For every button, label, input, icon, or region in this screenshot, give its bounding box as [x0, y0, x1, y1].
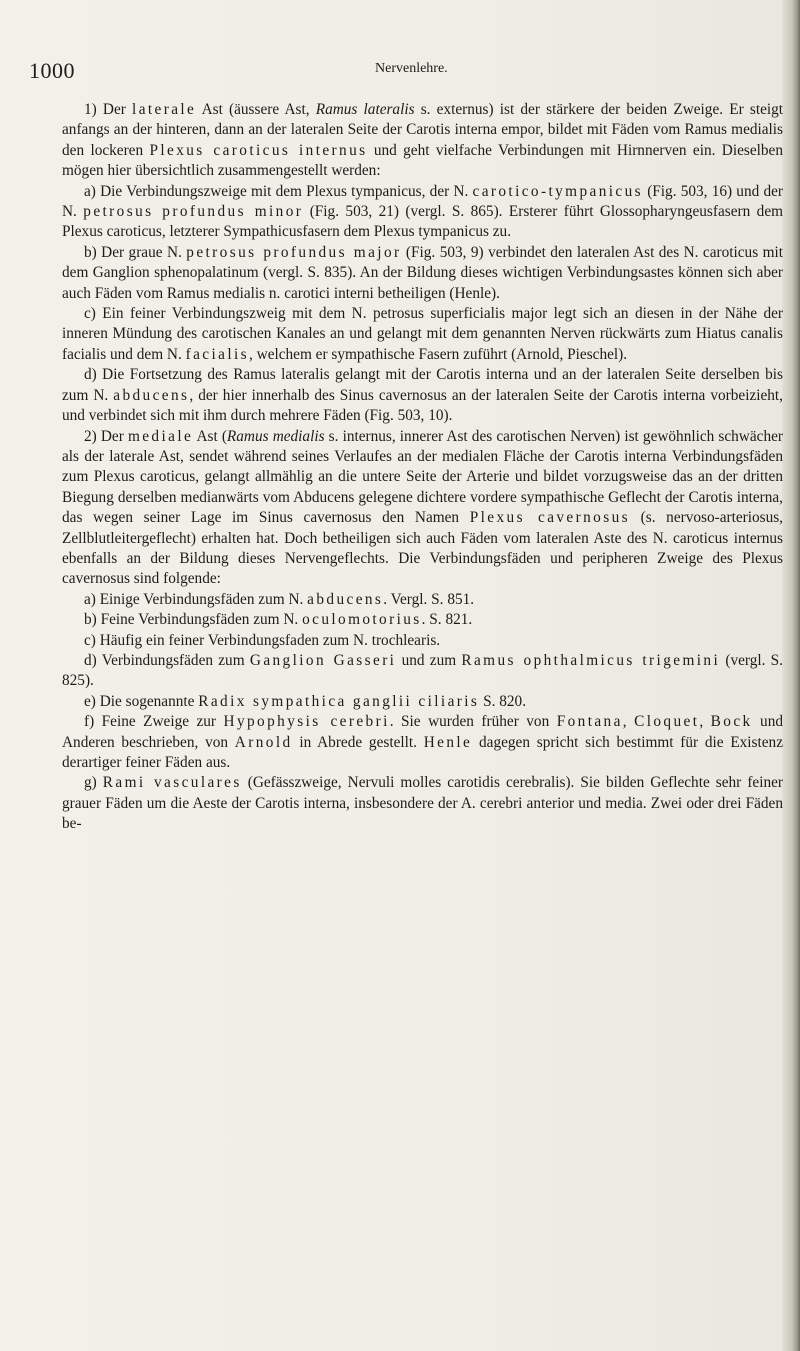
spaced-term: petrosus profundus major — [186, 243, 402, 261]
text-run: (Fig. 503, 21) (vergl. S. 865). Ersterer führt Glossopharyngeusfasern dem Plexus caroticus, letzterer Sympathicusfasern dem Plexus tympanicus zu. — [62, 203, 784, 241]
paragraph — [62, 427, 783, 590]
spaced-term: laterale — [132, 101, 197, 118]
text-run: b) Feine Verbindungsfäden zum N. — [84, 611, 303, 629]
text-run: b) Der graue N. — [84, 243, 187, 261]
spaced-term: Arnold — [234, 733, 293, 751]
text-run: f) Feine Zweige zur — [84, 713, 224, 731]
paragraph — [62, 692, 783, 712]
paragraph — [62, 712, 783, 773]
paragraph — [62, 631, 783, 651]
text-run: g) — [84, 774, 103, 792]
spaced-term: Ganglion Gasseri — [249, 651, 397, 669]
text-run: 2) Der — [84, 427, 128, 445]
spaced-term: Henle — [423, 733, 473, 751]
spaced-term: Hypophysis cerebri — [223, 713, 390, 731]
body-text — [62, 100, 783, 835]
italic-term: Ramus medialis — [226, 427, 325, 445]
spaced-term: Rami vasculares — [102, 774, 242, 792]
text-run: d) Verbindungsfäden zum — [84, 651, 250, 669]
text-run: und Anderen beschrieben, von — [62, 713, 783, 751]
text-run: S. 820. — [479, 692, 527, 710]
text-run: , der hier innerhalb des Sinus cavernosus an der lateralen Seite der Carotis interna vorbeizieht, und verbindet sich mit ihm durch mehrere Fäden (Fig. 503, 10). — [62, 386, 783, 425]
spaced-term: abducens — [307, 590, 384, 608]
paragraph — [62, 610, 783, 630]
text-run: dagegen spricht sich bestimmt für die Existenz derartiger feiner Fäden aus. — [62, 733, 783, 771]
spaced-term: Plexus cavernosus — [469, 509, 630, 527]
text-run: (Fig. 503, 16) und der N. — [62, 182, 783, 221]
spaced-term: Plexus caroticus internus — [149, 141, 368, 159]
text-run: Ast (äussere Ast, — [196, 101, 316, 118]
spaced-term: Bock — [710, 713, 753, 731]
text-run: a) Einige Verbindungsfäden zum N. — [84, 590, 308, 608]
italic-term: Ramus lateralis — [315, 101, 415, 118]
spaced-term: petrosus profundus minor — [83, 203, 304, 221]
text-run: s. internus, innerer Ast des carotischen Nerven) ist gewöhnlich schwächer als der laterale Ast, sendet während seines Verlaufes an der medialen Fläche der Carotis interna Verbindungsfäden zum Plexus caroticus, gelangt allmählig an die untere Seite der Arterie und bildet vorzugsweise das an der dritten Biegung derselben medianwärts vom Abducens gelegene dichtere vordere sympathische Geflecht der Carotis interna, das wegen seiner Lage im Sinus cavernosus den Namen — [62, 427, 783, 527]
text-run: c) Häufig ein feiner Verbindungsfaden zum N. trochlearis. — [84, 631, 441, 649]
text-run: a) Die Verbindungszweige mit dem Plexus tympanicus, der N. — [84, 182, 473, 200]
spaced-term: mediale — [127, 427, 194, 445]
spaced-term: abducens — [113, 386, 190, 404]
text-run: in Abrede gestellt. — [292, 733, 424, 751]
text-run: , — [622, 713, 635, 731]
paragraph — [62, 243, 783, 304]
text-run: e) Die sogenannte — [84, 692, 199, 710]
text-run: (Gefässzweige, Nervuli molles carotidis cerebralis). Sie bilden Geflechte sehr feiner grauer Fäden um die Aeste der Carotis interna, insbesondere der A. cerebri anterior und media. Zwei oder drei Fäden be- — [62, 774, 783, 833]
paragraph — [62, 304, 783, 365]
paragraph — [62, 182, 783, 243]
paragraph — [62, 773, 783, 834]
text-run: , welchem er sympathische Fasern zuführt (Arnold, Pieschel). — [249, 345, 628, 363]
text-run: c) Ein feiner Verbindungszweig mit dem N. petrosus superficialis major legt sich an diesen in der Nähe der inneren Mündung des carotischen Kanales an und gelangt mit dem genannten Nerven rückwärts zum Hiatus canalis facialis und dem N. — [62, 305, 783, 363]
text-run: (s. nervoso-arteriosus, Zellblutleitergeflecht) erhalten hat. Doch betheiligen sich auch Fäden vom lateralen Aste des N. caroticus internus ebenfalls an der Bildung dieses Nervengeflechts. Die Verbindungsfäden und peripheren Zweige des Plexus cavernosus sind folgende: — [62, 509, 783, 588]
text-run: und zum — [396, 651, 462, 669]
text-run: , — [699, 713, 711, 731]
page-number: 1000 — [29, 58, 75, 83]
spaced-term: Fontana — [556, 713, 623, 731]
paragraph — [62, 100, 783, 182]
text-run: . Vergl. S. 851. — [383, 590, 475, 608]
spaced-term: Radix sympathica ganglii ciliaris — [198, 692, 480, 710]
text-run: . Sie wurden früher von — [389, 713, 557, 731]
text-run: s. externus) ist der stärkere der beiden Zweige. Er steigt anfangs an der hinteren, dann an der lateralen Seite der Carotis interna empor, bildet mit Fäden vom Ramus medialis den lockeren — [62, 101, 784, 159]
page-edge-shadow — [782, 0, 800, 1351]
spaced-term: carotico-tympanicus — [472, 182, 643, 200]
text-run: (vergl. S. 825). — [62, 651, 784, 690]
running-title: Nervenlehre. — [375, 61, 448, 76]
page-header — [0, 58, 800, 88]
spaced-term: Ramus ophthalmicus trigemini — [461, 651, 721, 669]
text-run: d) Die Fortsetzung des Ramus lateralis gelangt mit der Carotis interna und an der lateralen Seite derselben bis zum N. — [62, 366, 783, 404]
paragraph — [62, 651, 783, 692]
spaced-term: Cloquet — [634, 713, 700, 731]
text-run: und geht vielfache Verbindungen mit Hirnnerven ein. Dieselben mögen hier übersichtlich zusammengestellt werden: — [62, 141, 783, 180]
spaced-term: facialis — [185, 345, 249, 363]
paragraph — [62, 365, 783, 426]
text-run: . S. 821. — [421, 611, 473, 629]
text-run: (Fig. 503, 9) verbindet den lateralen Ast des N. caroticus mit dem Ganglion sphenopalatinum (vergl. S. 835). An der Bildung dieses wichtigen Verbindungsastes können sich aber auch Fäden vom Ramus medialis n. carotici interni betheiligen (Henle). — [62, 243, 783, 302]
paragraph — [62, 590, 783, 610]
spaced-term: oculomotorius — [302, 611, 422, 629]
text-run: Ast ( — [193, 427, 227, 445]
text-run: 1) Der — [84, 101, 133, 118]
